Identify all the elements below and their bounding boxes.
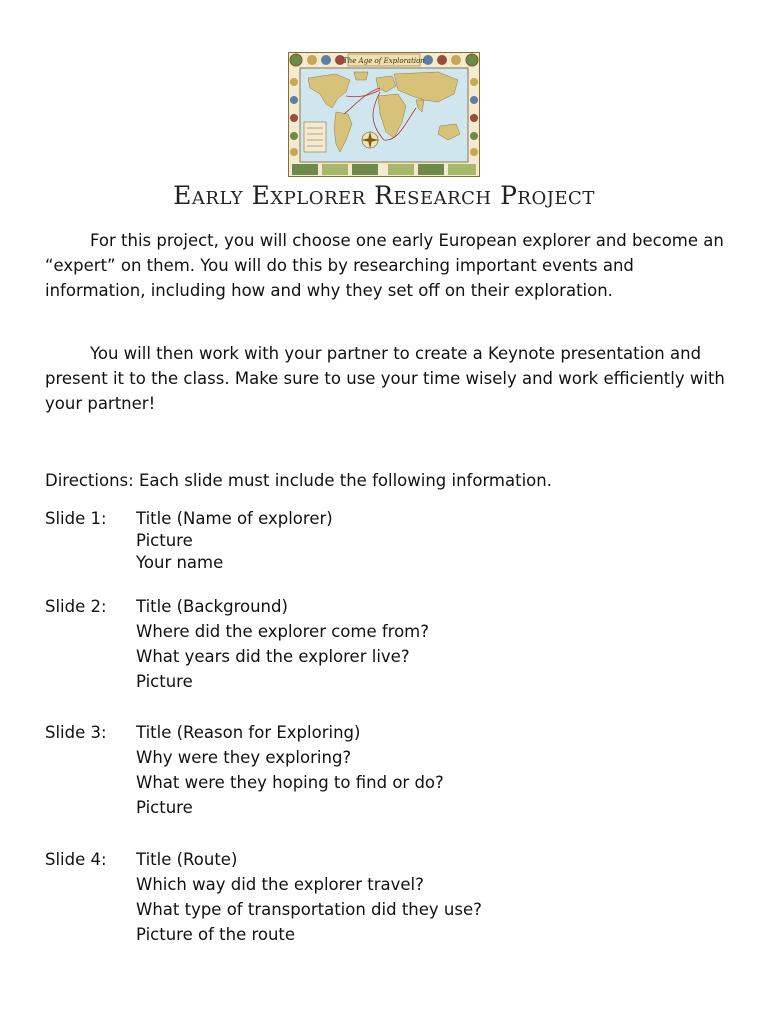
slide-item: Picture xyxy=(136,531,193,550)
intro-paragraph-text: For this project, you will choose one early European explorer and become an “expert” on them. You will do this by researching important events and information, including how and why they set off on their exploration. xyxy=(45,231,724,300)
slide-item: Your name xyxy=(136,553,224,572)
slide-item: What years did the explorer live? xyxy=(136,647,410,666)
slide-item: Picture of the route xyxy=(136,925,296,944)
partner-paragraph xyxy=(45,341,735,416)
slide-items xyxy=(136,506,333,572)
slide-item: Title (Route) xyxy=(136,850,238,869)
exploration-map-image xyxy=(288,52,480,177)
slide-label: Slide 3: xyxy=(45,723,107,742)
partner-paragraph-text: You will then work with your partner to create a Keynote presentation and present it to the class. Make sure to use your time wisely and work efficiently with your partner! xyxy=(45,344,725,413)
slide-label: Slide 2: xyxy=(45,597,107,616)
map-title: The Age of Exploration xyxy=(343,57,425,65)
map-legend xyxy=(304,122,326,152)
slide-item: Picture xyxy=(136,672,193,691)
slide-item: Where did the explorer come from? xyxy=(136,622,430,641)
slide-label: Slide 4: xyxy=(45,850,107,869)
slide-items xyxy=(136,594,429,694)
slide-items xyxy=(136,720,444,820)
slide-item: Which way did the explorer travel? xyxy=(136,875,424,894)
slide-label: Slide 1: xyxy=(45,509,107,528)
slide-item: What type of transportation did they use? xyxy=(136,900,482,919)
world-map-illustration xyxy=(288,52,480,177)
slide-item: Title (Background) xyxy=(136,597,288,616)
slide-item: Why were they exploring? xyxy=(136,748,352,767)
slide-item: Title (Reason for Exploring) xyxy=(136,723,361,742)
directions-text: Directions: Each slide must include the following information. xyxy=(45,471,552,490)
intro-paragraph xyxy=(45,228,735,303)
slide-items xyxy=(136,847,482,947)
slide-item: Picture xyxy=(136,798,193,817)
page-title: Early Explorer Research Project xyxy=(173,181,595,210)
slide-item: Title (Name of explorer) xyxy=(136,509,333,528)
slide-item: What were they hoping to find or do? xyxy=(136,773,444,792)
